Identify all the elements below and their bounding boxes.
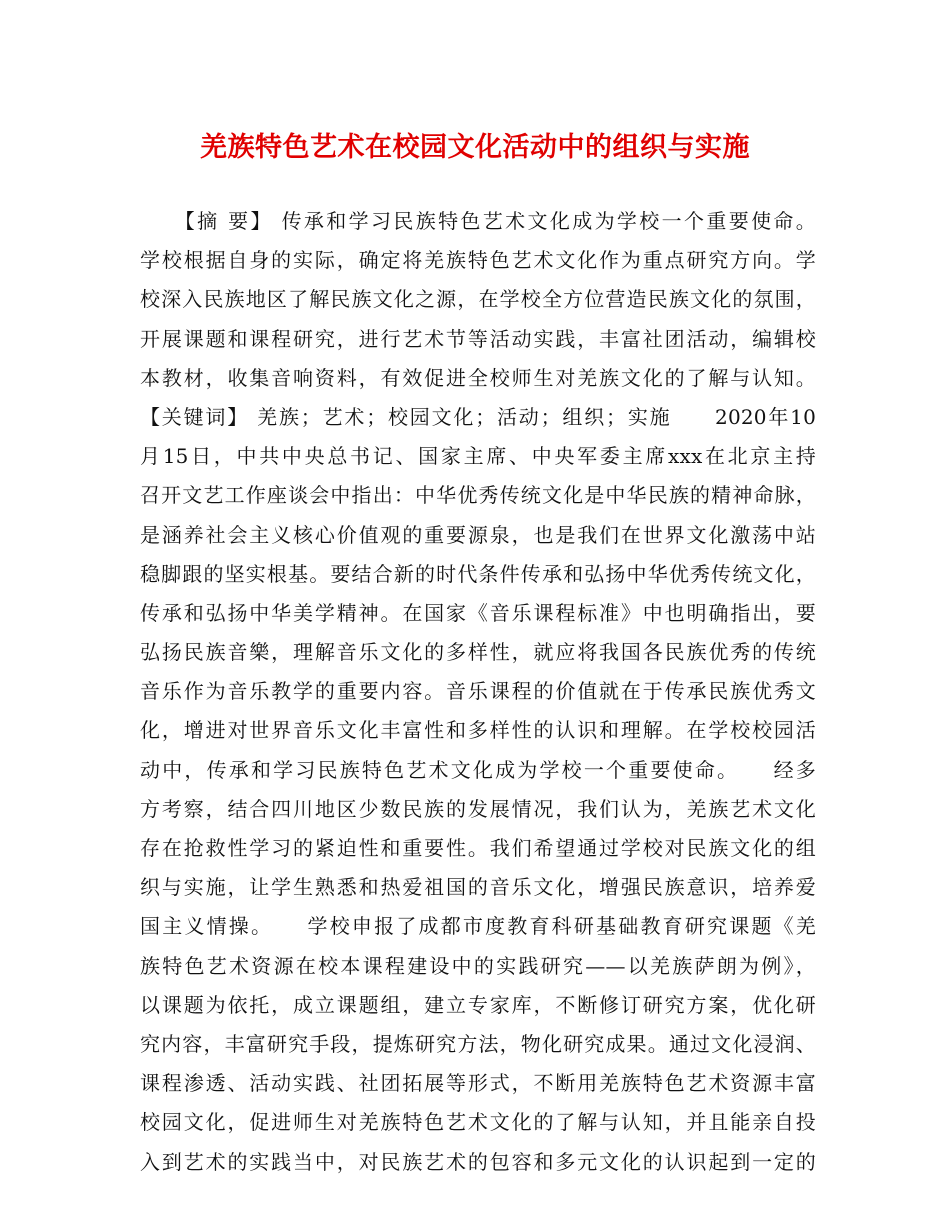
body-line: 方考察，结合四川地区少数民族的发展情况，我们认为，羌族艺术文化 [140, 796, 816, 821]
body-line: 究内容，丰富研究手段，提炼研究方法，物化研究成果。通过文化浸润、 [140, 1031, 816, 1056]
body-line: 弘扬民族音樂，理解音乐文化的多样性，就应将我国各民族优秀的传统 [140, 640, 816, 665]
body-line: 开展课题和课程研究，进行艺术节等活动实践，丰富社团活动，编辑校 [140, 326, 816, 351]
body-line: 月15日，中共中央总书记、国家主席、中央军委主席xxx在北京主持 [140, 444, 816, 469]
body-line: 【关键词】 羌族；艺术；校园文化；活动；组织；实施 2020年10 [140, 404, 816, 429]
body-line: 召开文艺工作座谈会中指出：中华优秀传统文化是中华民族的精神命脉， [140, 483, 816, 508]
body-line: 化，增进对世界音乐文化丰富性和多样性的认识和理解。在学校校园活 [140, 718, 816, 743]
body-line: 校深入民族地区了解民族文化之源，在学校全方位营造民族文化的氛围， [140, 287, 816, 312]
body-line: 动中，传承和学习民族特色艺术文化成为学校一个重要使命。 经多 [140, 757, 816, 782]
body-line: 传承和弘扬中华美学精神。在国家《音乐课程标准》中也明确指出，要 [140, 600, 816, 625]
body-line: 音乐作为音乐教学的重要内容。音乐课程的价值就在于传承民族优秀文 [140, 679, 816, 704]
body-line: 稳脚跟的坚实根基。要结合新的时代条件传承和弘扬中华优秀传统文化， [140, 561, 816, 586]
body-line: 入到艺术的实践当中，对民族艺术的包容和多元文化的认识起到一定的 [140, 1149, 816, 1174]
body-line: 本教材，收集音响资料，有效促进全校师生对羌族文化的了解与认知。 [140, 365, 816, 390]
body-line: 是涵养社会主义核心价值观的重要源泉，也是我们在世界文化激荡中站 [140, 522, 816, 547]
body-line: 课程渗透、活动实践、社团拓展等形式，不断用羌族特色艺术资源丰富 [140, 1071, 816, 1096]
body-line: 国主义情操。 学校申报了成都市度教育科研基础教育研究课题《羌 [140, 914, 816, 939]
document-body [140, 202, 816, 1182]
body-line: 【摘 要】 传承和学习民族特色艺术文化成为学校一个重要使命。 [140, 209, 816, 233]
document-title: 羌族特色艺术在校园文化活动中的组织与实施 [200, 132, 750, 163]
body-line: 校园文化，促进师生对羌族特色艺术文化的了解与认知，并且能亲自投 [140, 1110, 816, 1135]
body-line: 以课题为依托，成立课题组，建立专家库，不断修订研究方案，优化研 [140, 992, 816, 1017]
body-line: 存在抢救性学习的紧迫性和重要性。我们希望通过学校对民族文化的组 [140, 836, 816, 860]
body-line: 织与实施，让学生熟悉和热爱祖国的音乐文化，增强民族意识，培养爱 [140, 875, 816, 900]
body-line: 族特色艺术资源在校本课程建设中的实践研究——以羌族萨朗为例》， [140, 953, 816, 978]
body-line: 学校根据自身的实际，确定将羌族特色艺术文化作为重点研究方向。学 [140, 248, 816, 273]
